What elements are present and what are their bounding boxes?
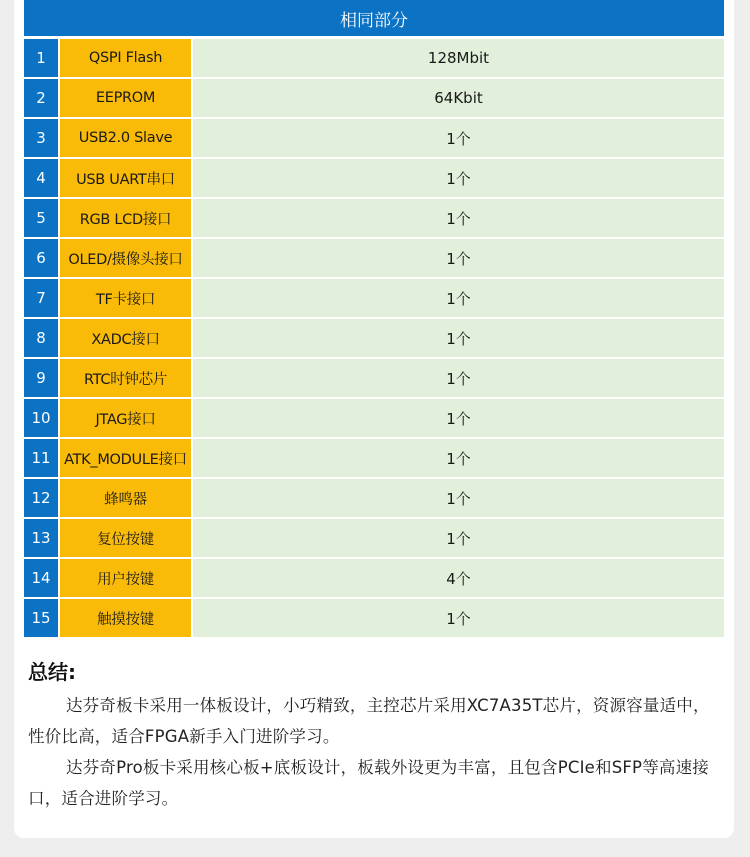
table-row: [24, 519, 724, 557]
feature-name: RTC时钟芯片: [60, 359, 191, 397]
comparison-table: [24, 0, 724, 637]
table-row: [24, 599, 724, 637]
feature-name: OLED/摄像头接口: [60, 239, 191, 277]
row-number: 11: [24, 439, 58, 477]
table-row: [24, 559, 724, 597]
row-number: 14: [24, 559, 58, 597]
table-row: [24, 159, 724, 197]
table-header: 相同部分: [24, 0, 724, 37]
row-number: 7: [24, 279, 58, 317]
feature-value: 128Mbit: [193, 39, 724, 77]
feature-value: 64Kbit: [193, 79, 724, 117]
row-number: 6: [24, 239, 58, 277]
feature-value: 1个: [193, 439, 724, 477]
feature-value: 1个: [193, 239, 724, 277]
feature-name: USB UART串口: [60, 159, 191, 197]
table-row: [24, 39, 724, 77]
table-row: [24, 359, 724, 397]
table-row: [24, 439, 724, 477]
feature-name: 复位按键: [60, 519, 191, 557]
feature-name: RGB LCD接口: [60, 199, 191, 237]
row-number: 10: [24, 399, 58, 437]
table-row: [24, 479, 724, 517]
row-number: 4: [24, 159, 58, 197]
feature-value: 1个: [193, 599, 724, 637]
feature-name: 用户按键: [60, 559, 191, 597]
feature-value: 1个: [193, 159, 724, 197]
summary-paragraph: 达芬奇板卡采用一体板设计，小巧精致，主控芯片采用XC7A35T芯片，资源容量适中，性价比高，适合FPGA新手入门进阶学习。: [28, 696, 710, 746]
row-number: 2: [24, 79, 58, 117]
row-number: 15: [24, 599, 58, 637]
feature-value: 1个: [193, 319, 724, 357]
feature-name: ATK_MODULE接口: [60, 439, 191, 477]
table-row: [24, 119, 724, 157]
feature-value: 1个: [193, 119, 724, 157]
row-number: 3: [24, 119, 58, 157]
table-row: [24, 399, 724, 437]
feature-name: XADC接口: [60, 319, 191, 357]
table-row: [24, 79, 724, 117]
row-number: 9: [24, 359, 58, 397]
table-body: [24, 39, 724, 637]
feature-value: 1个: [193, 199, 724, 237]
row-number: 13: [24, 519, 58, 557]
table-row: [24, 199, 724, 237]
feature-name: 触摸按键: [60, 599, 191, 637]
summary-paragraph: 达芬奇Pro板卡采用核心板+底板设计，板载外设更为丰富，且包含PCIe和SFP等高速接口，适合进阶学习。: [28, 758, 710, 808]
feature-name: JTAG接口: [60, 399, 191, 437]
row-number: 12: [24, 479, 58, 517]
feature-value: 1个: [193, 399, 724, 437]
summary-title: 总结:: [28, 660, 76, 684]
table-row: [24, 279, 724, 317]
row-number: 1: [24, 39, 58, 77]
table-row: [24, 239, 724, 277]
feature-name: USB2.0 Slave: [60, 119, 191, 157]
feature-value: 1个: [193, 359, 724, 397]
row-number: 5: [24, 199, 58, 237]
row-number: 8: [24, 319, 58, 357]
feature-name: QSPI Flash: [60, 39, 191, 77]
feature-value: 4个: [193, 559, 724, 597]
feature-name: TF卡接口: [60, 279, 191, 317]
feature-value: 1个: [193, 279, 724, 317]
feature-name: EEPROM: [60, 79, 191, 117]
feature-value: 1个: [193, 519, 724, 557]
table-row: [24, 319, 724, 357]
feature-value: 1个: [193, 479, 724, 517]
feature-name: 蜂鸣器: [60, 479, 191, 517]
